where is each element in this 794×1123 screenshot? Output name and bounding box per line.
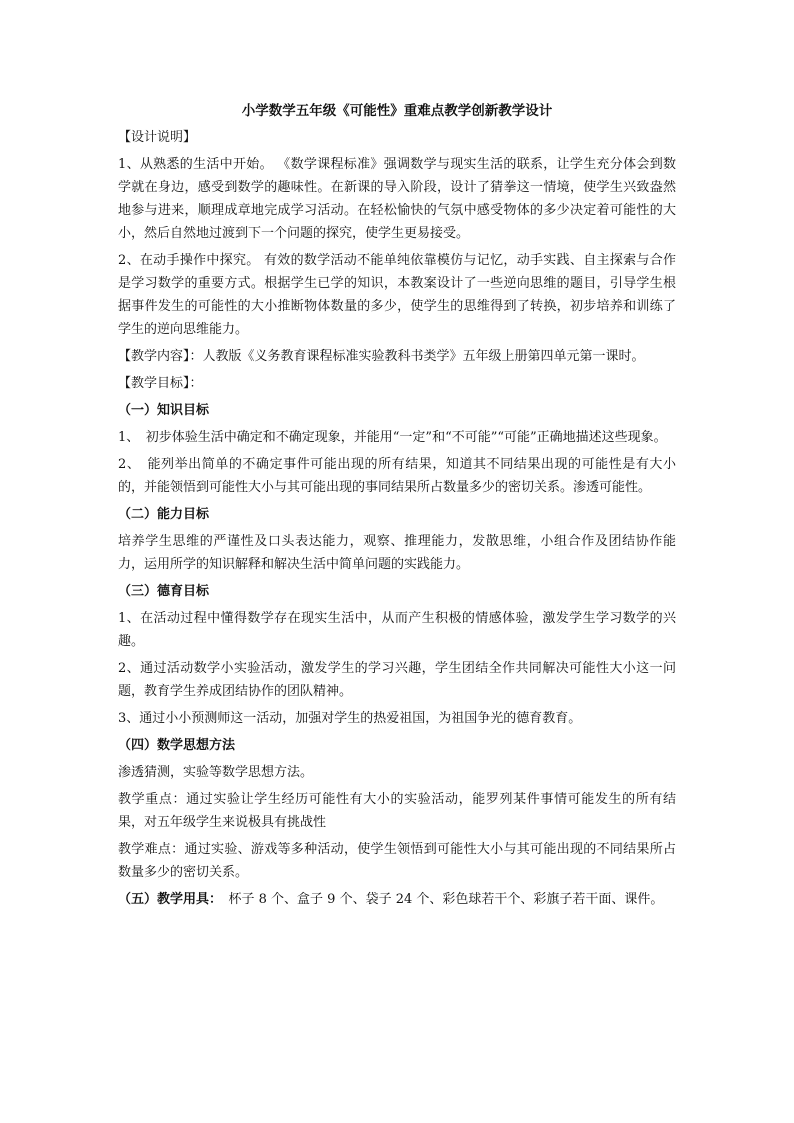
design-paragraph-1: 1、从熟悉的生活中开始。 《数学课程标准》强调数学与现实生活的联系，让学生充分体会到数学就在身边，感受到数学的趣味性。在新课的导入阶段，设计了猜拳这一情境，使学生兴致盎然地参与进来，顺理成章地完成学习活动。在轻松愉快的气氛中感受物体的多少决定着可能性的大小，然后自然地过渡到下一个问题的探究，使学生更易接受。 (118, 157, 676, 241)
knowledge-goal-2: 2、 能列举出简单的不确定事件可能出现的所有结果，知道其不同结果出现的可能性是有大小的，并能领悟到可能性大小与其可能出现的事同结果所占数量多少的密切关系。渗透可能性。 (118, 457, 676, 495)
moral-goal-1: 1、在活动过程中懂得数学存在现实生活中，从而产生积极的情感体验，激发学生学习数学的兴趣。 (118, 611, 676, 649)
teaching-tools (118, 888, 676, 911)
design-paragraph-2: 2、在动手操作中探究。 有效的数学活动不能单纯依靠模仿与记忆，动手实践、自主探索与合作是学习数学的重要方式。根据学生已学的知识，本教案设计了一些逆向思维的题目，引导学生根据事件发生的可能性的大小推断物体数量的多少，使学生的思维得到了转换，初步培养和训练了学生的逆向思维能力。 (118, 253, 676, 337)
math-method-text: 渗透猜测，实验等数学思想方法。 (118, 765, 314, 780)
ability-goal-1: 培养学生思维的严谨性及口头表达能力，观察、推理能力，发散思维，小组合作及团结协作能力，运用所学的知识解释和解决生活中简单问题的实践能力。 (118, 534, 676, 572)
difficulty-text: 教学难点：通过实验、游戏等多种活动，使学生领悟到可能性大小与其可能出现的不同结果所占数量多少的密切关系。 (118, 842, 676, 880)
teaching-tools-text: 杯子 8 个、盒子 9 个、袋子 24 个、彩色球若干个、彩旗子若干面、课件。 (215, 892, 664, 907)
moral-goal-2: 2、通过活动数学小实验活动，激发学生的学习兴趣，学生团结全作共同解决可能性大小这一问题，教育学生养成团结协作的团队精神。 (118, 661, 676, 699)
teaching-content (118, 345, 676, 368)
teaching-content-text: 人教版《义务教育课程标准实验教科书类学》五年级上册第四单元第一课时。 (202, 349, 645, 364)
teaching-tools-label: （五）教学用具： (118, 892, 216, 907)
design-note-label: 【设计说明】 (118, 130, 197, 145)
key-point-text: 教学重点：通过实验让学生经历可能性有大小的实验活动，能罗列某件事情可能发生的所有结果，对五年级学生来说极具有挑战性 (118, 792, 676, 830)
teaching-content-label: 【教学内容】： (118, 349, 203, 364)
ability-goals-heading: （二）能力目标 (118, 507, 210, 522)
knowledge-goals-heading: （一）知识目标 (118, 403, 210, 418)
math-method-heading: （四）数学思想方法 (118, 738, 236, 753)
knowledge-goal-1: 1、 初步体验生活中确定和不确定现象，并能用“一定”和“不可能”“可能”正确地描述这些现象。 (118, 430, 667, 445)
moral-goal-3: 3、通过小小预测师这一活动，加强对学生的热爱祖国，为祖国争光的德育教育。 (118, 711, 582, 726)
document-title: 小学数学五年级《可能性》重难点教学创新教学设计 (241, 103, 553, 119)
document-page (118, 100, 676, 915)
moral-goals-heading: （三）德育目标 (118, 584, 210, 599)
teaching-goals-label: 【教学目标】： (118, 376, 203, 391)
